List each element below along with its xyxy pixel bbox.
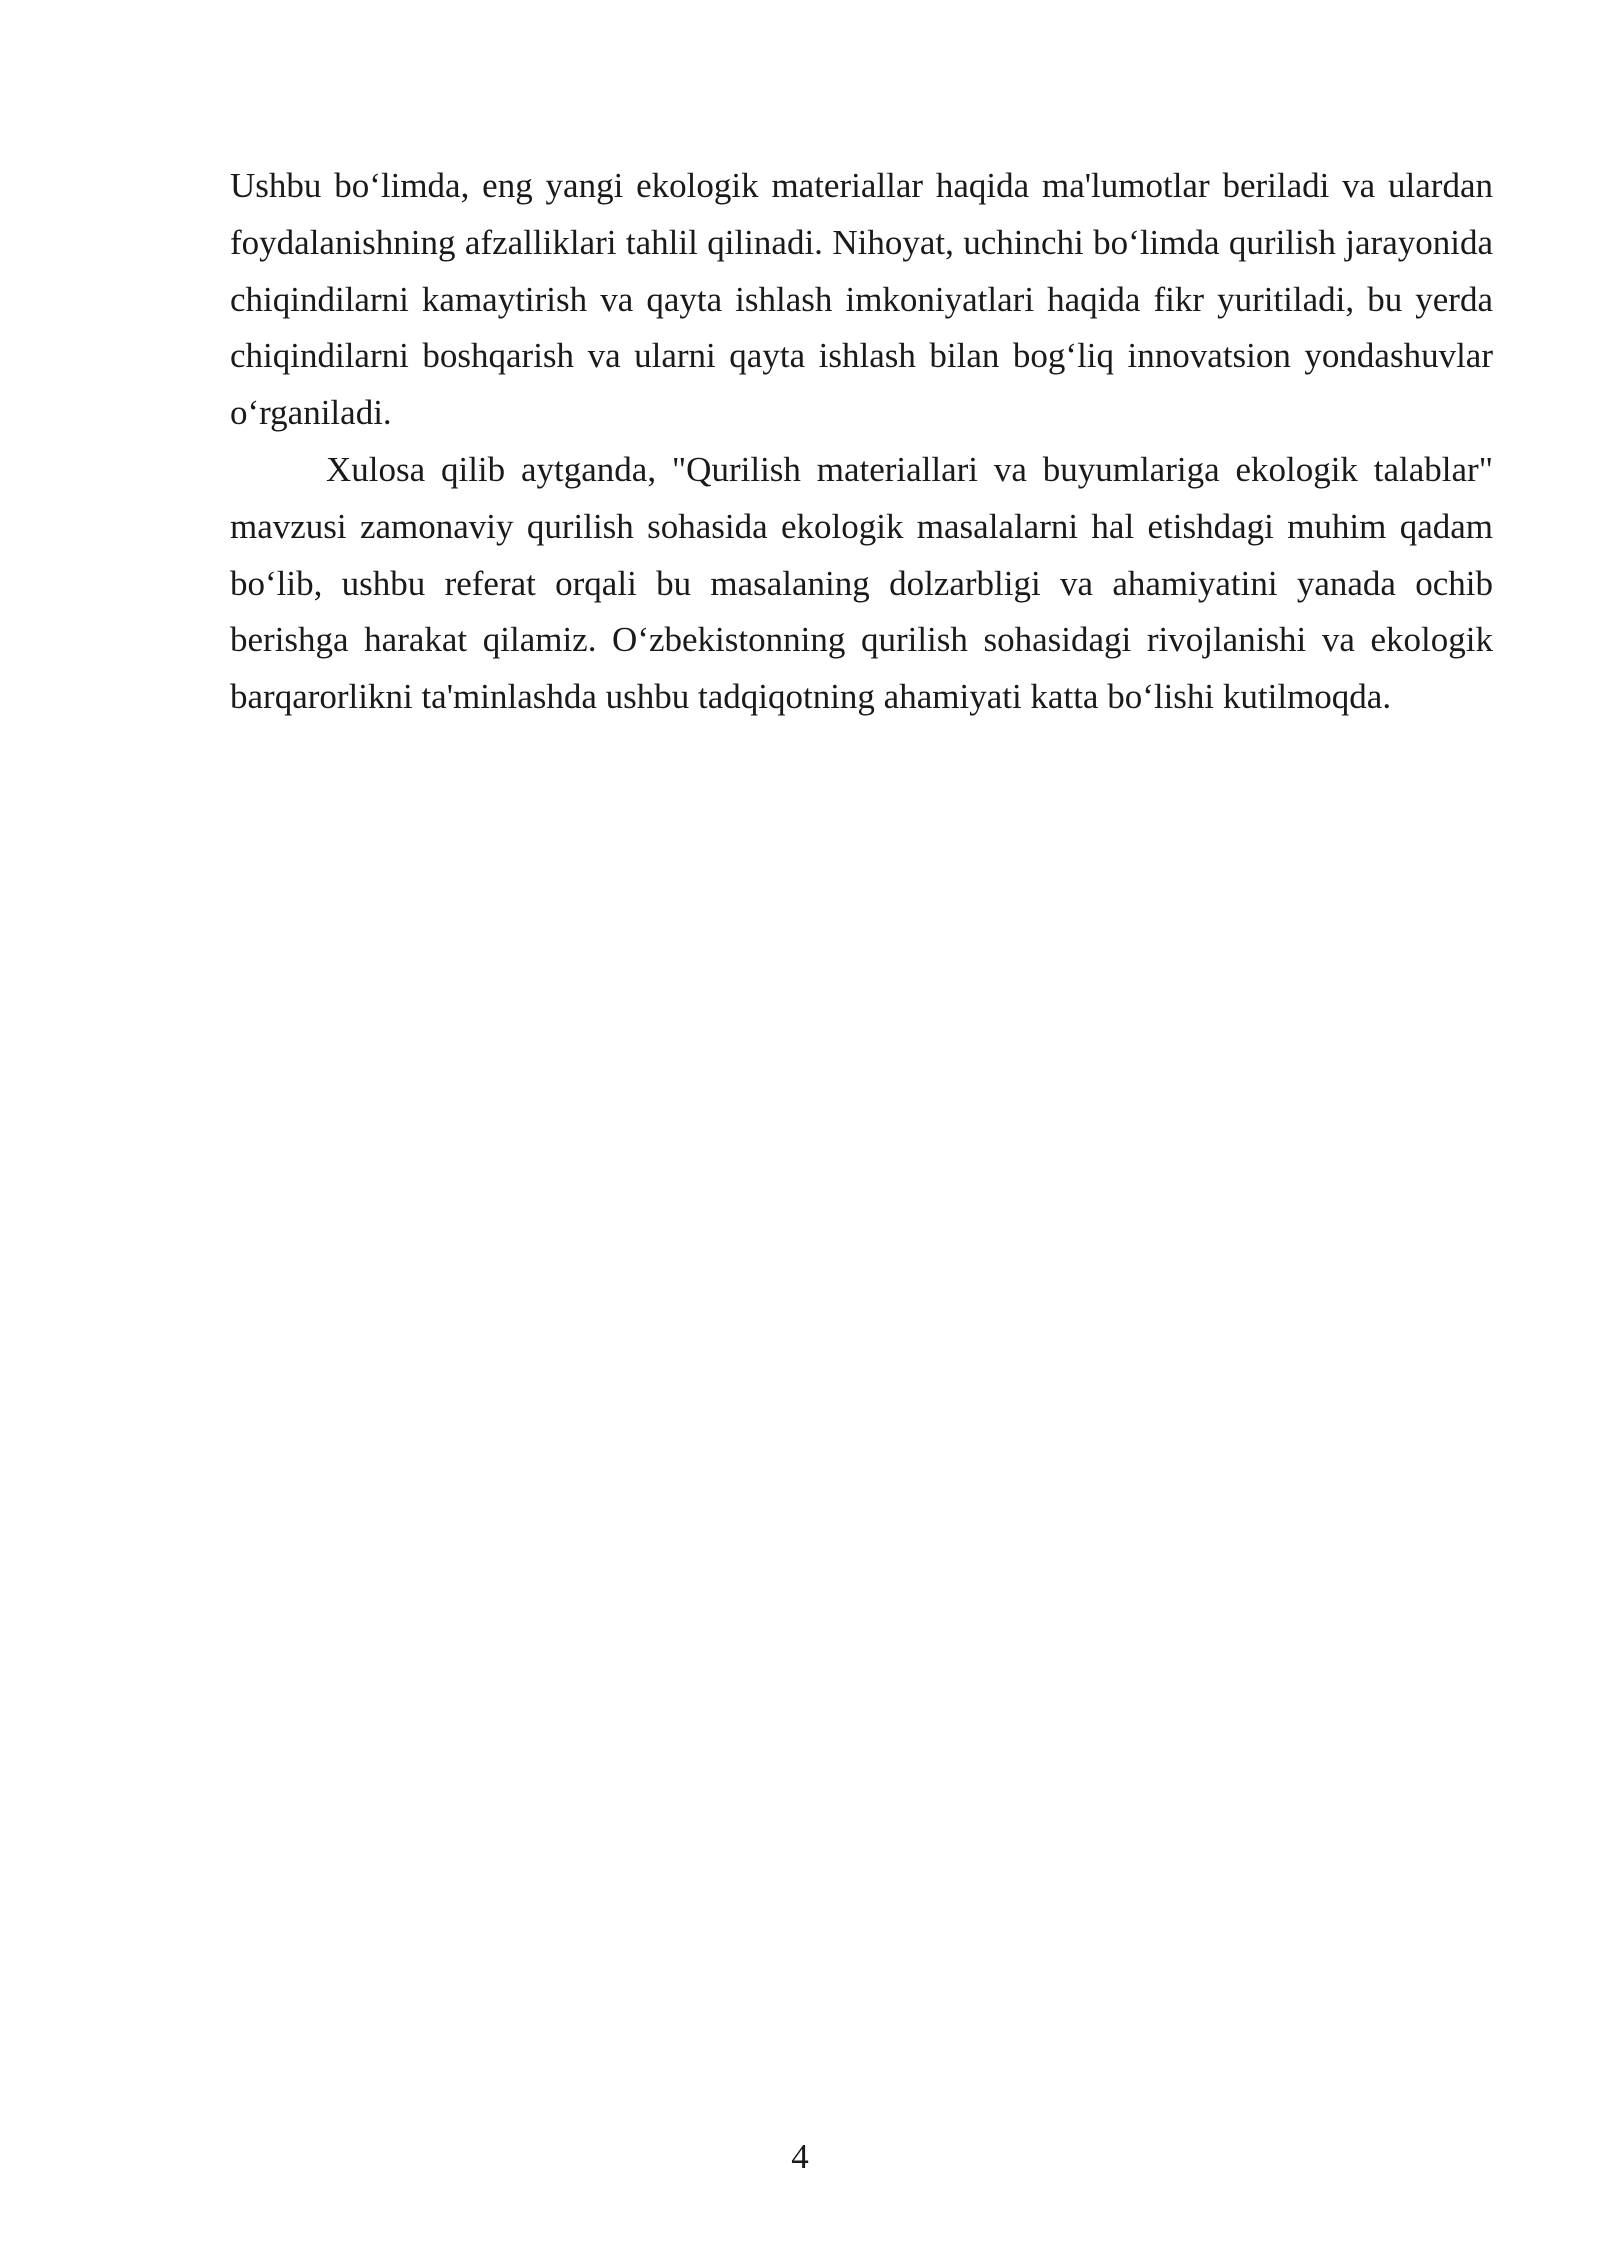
page-number: 4 — [791, 2137, 809, 2176]
paragraph-continuation: Ushbu bo‘limda, eng yangi ekologik materiallar haqida ma'lumotlar beriladi va ulardan foydalanishning afzalliklari tahlil qilinadi. Nihoyat, uchinchi bo‘limda qurilish jarayonida chiqindilarni kamaytirish va qayta ishlash imkoniyatlari haqida fikr yuritiladi, bu yerda chiqindilarni boshqarish va ularni qayta ishlash bilan bog‘liq innovatsion yondashuvlar o‘rganiladi. — [230, 166, 1493, 433]
paragraph-conclusion: Xulosa qilib aytganda, "Qurilish materiallari va buyumlariga ekologik talablar" mavzusi zamonaviy qurilish sohasida ekologik masalalarni hal etishdagi muhim qadam bo‘lib, ushbu referat orqali bu masalaning dolzarbligi va ahamiyatini yanada ochib berishga harakat qilamiz. O‘zbekistonning qurilish sohasidagi rivojlanishi va ekologik barqarorlikni ta'minlashda ushbu tadqiqotning ahamiyati katta bo‘lishi kutilmoqda. — [230, 449, 1493, 717]
document-body — [230, 158, 1493, 726]
